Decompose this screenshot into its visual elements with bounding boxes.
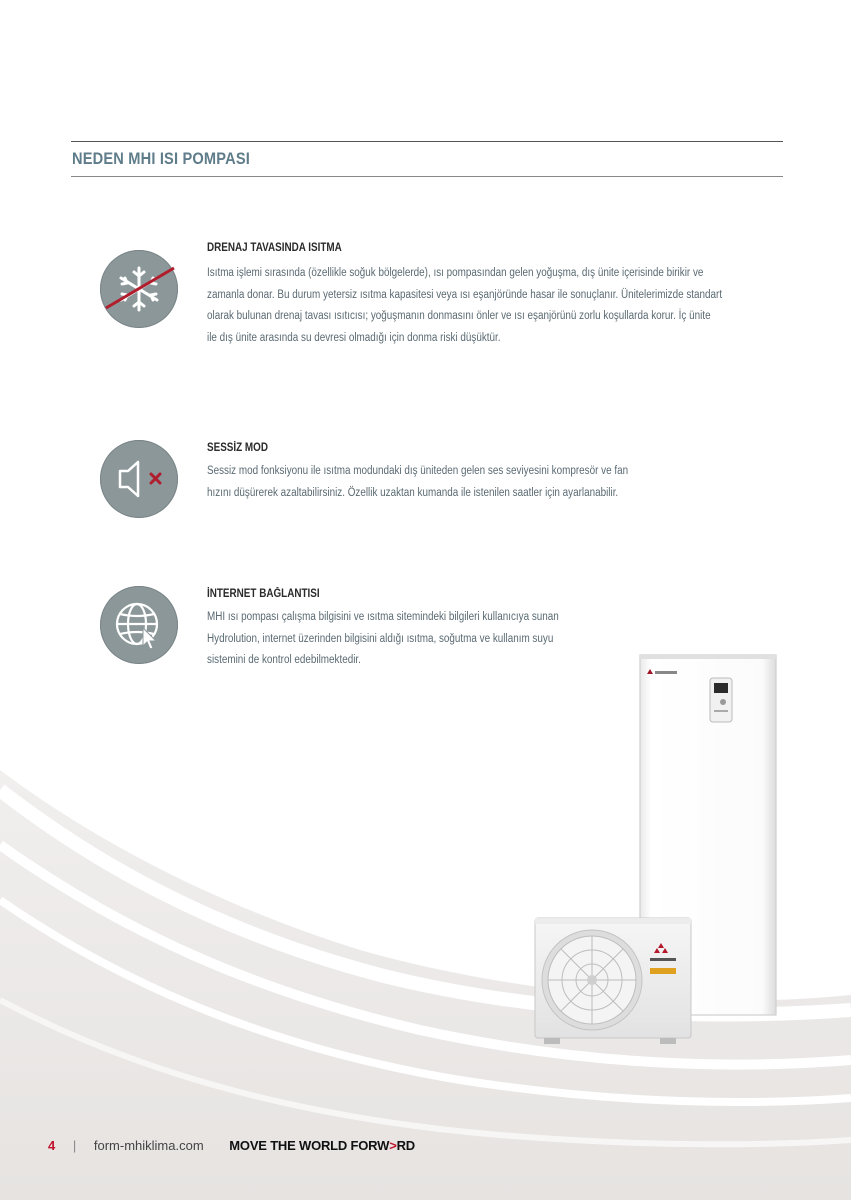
footer-slogan — [229, 1138, 415, 1153]
text-line: Isıtma işlemi sırasında (özellikle soğuk bölgelerde), ısı pompasından gelen yoğuşma, dış ünite içerisinde birikir ve — [207, 267, 704, 279]
text-line: hızını düşürerek azaltabilirsiniz. Özellik uzaktan kumanda ile istenilen saatler için ayarlanabilir. — [207, 486, 619, 499]
globe-cursor-icon — [100, 586, 178, 664]
page-footer — [48, 1138, 415, 1153]
snowflake-crossed-icon — [100, 250, 178, 328]
feature-text-drainage — [207, 263, 722, 349]
feature-text-silent — [207, 461, 628, 504]
heat-pump-product-image — [530, 650, 790, 1060]
feature-heading-drainage: DRENAJ TAVASINDA ISITMA — [207, 242, 342, 254]
feature-text-internet — [207, 607, 559, 672]
section-title: NEDEN MHI ISI POMPASI — [72, 149, 250, 168]
page-number: 4 — [48, 1138, 56, 1153]
text-line: olarak bulunan drenaj tavası ısıtıcısı; yoğuşmanın donmasını önler ve ısı eşanjörünü zorlu koşullarda korur. İç ünite — [207, 310, 711, 322]
footer-website-link[interactable]: form-mhiklima.com — [93, 1138, 204, 1153]
feature-heading-silent: SESSİZ MOD — [207, 442, 269, 454]
text-line: Sessiz mod fonksiyonu ile ısıtma modundaki dış üniteden gelen ses seviyesini kompresör ve fan — [207, 465, 629, 477]
text-line: zamanla donar. Bu durum yetersiz ısıtma kapasitesi veya ısı eşanjöründe hasar ile sonuçlanır. Ünitelerimizde standart — [207, 288, 723, 301]
slogan-arrow: > — [389, 1138, 397, 1153]
footer-separator: | — [72, 1138, 77, 1153]
title-rule-bottom — [71, 176, 783, 177]
text-line: Hydrolution, internet üzerinden bilgisini aldığı ısıtma, soğutma ve kullanım suyu — [207, 632, 554, 645]
title-rule-top — [71, 141, 783, 142]
feature-heading-internet: İNTERNET BAĞLANTISI — [207, 588, 320, 600]
slogan-part-a: MOVE THE WORLD FORW — [229, 1138, 390, 1153]
text-line: sistemini de kontrol edebilmektedir. — [207, 654, 361, 666]
text-line: MHI ısı pompası çalışma bilgisini ve ısıtma sitemindeki bilgileri kullanıcıya sunan — [207, 611, 559, 623]
text-line: ile dış ünite arasında su devresi olmadığı için donma riski düşüktür. — [207, 331, 501, 344]
slogan-part-b: RD — [396, 1138, 415, 1153]
speaker-mute-icon — [100, 440, 178, 518]
